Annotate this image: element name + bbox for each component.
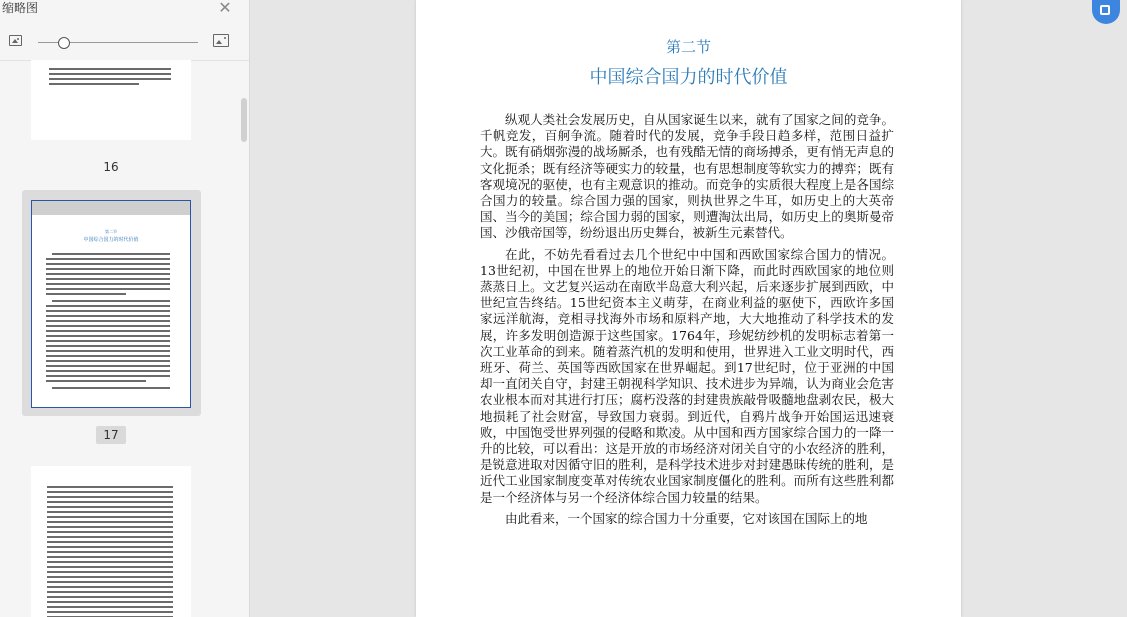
- page-number-17: 17: [96, 426, 126, 444]
- page-number-16: 16: [103, 160, 119, 174]
- section-title: 中国综合国力的时代价值: [589, 67, 788, 88]
- paragraph: 由此看来，一个国家的综合国力十分重要，它对该国在国际上的地: [505, 510, 868, 526]
- thumb-section-title: 中国综合国力的时代价值: [83, 237, 139, 243]
- paragraph: 在此，不妨先看看过去几个世纪中中国和西欧国家综合国力的情况。13世纪初，中国在世界上的地位开始日渐下降，而此时西欧国家的地位则蒸蒸日上。文艺复兴运动在南欧半岛意大利兴起，后来逐步扩展到西欧，中世纪宣告终结。15世纪资本主义萌芽，在商业利益的驱使下，西欧许多国家远洋航海，竞相寻找海外市场和原料产地，大大地推动了科学技术的发展，许多发明创造源于这些国家。1764年，珍妮纺纱机的发明标志着第一次工业革命的到来。随着蒸汽机的发明和使用，世界进入工业文明时代，西班牙、荷兰、英国等西欧国家在世界崛起。到17世纪时，位于亚洲的中国却一直闭关自守，封建王朝视科学知识、技术进步为异端，认为商业会危害农业根本而对其进行打压；腐朽没落的封建贵族敲骨吸髓地盘剥农民，极大地损耗了社会财富，导致国力衰弱。到近代，自鸦片战争开始国运迅速衰败，中国饱受世界列强的侵略和欺凌。从中国和西方国家综合国力的一降一升的比较，可以看出：这是开放的市场经济对闭关自守的小农经济的胜利，是锐意进取对因循守旧的胜利，是科学技术进步对封建愚昧传统的胜利，是近代工业国家制度变革对传统农业国家制度僵化的胜利。而所有这些胜利都是一个经济体与另一个经济体综合国力较量的结果。: [480, 246, 894, 505]
- sidebar-scrollbar[interactable]: [241, 98, 247, 142]
- sidebar-title: 缩略图: [2, 1, 39, 15]
- thumbnail-image-selected: [31, 200, 191, 408]
- thumbnail-sidebar: [0, 0, 250, 617]
- body-text: [480, 112, 894, 532]
- thumbnail-page-17[interactable]: [22, 190, 201, 416]
- image-small-icon[interactable]: [9, 35, 22, 46]
- thumbnail-page-16[interactable]: [22, 60, 201, 150]
- image-large-icon[interactable]: [213, 34, 229, 47]
- slider-knob[interactable]: [58, 37, 70, 49]
- section-label: 第二节: [665, 38, 711, 56]
- thumbnail-image: [31, 60, 191, 140]
- document-page: [416, 0, 961, 617]
- thumbnail-page-18[interactable]: [22, 458, 201, 617]
- close-icon[interactable]: ✕: [218, 0, 232, 17]
- panel-toggle-icon[interactable]: [1092, 0, 1120, 24]
- thumbnail-image: [31, 466, 191, 617]
- thumbnail-toolbar: [0, 24, 249, 60]
- paragraph: 纵观人类社会发展历史，自从国家诞生以来，就有了国家之间的竞争。千帆竞发，百舸争流。随着时代的发展，竞争手段日趋多样，范围日益扩大。既有硝烟弥漫的战场厮杀，也有残酷无情的商场搏杀，更有悄无声息的文化扼杀；既有经济等硬实力的较量，也有思想制度等软实力的搏弈；既有客观境况的驱使，也有主观意识的推动。而竞争的实质很大程度上是各国综合国力的较量。综合国力强的国家，则执世界之牛耳，如历史上的大英帝国、当今的美国；综合国力弱的国家，则遭淘汰出局，如历史上的奥斯曼帝国、沙俄帝国等，纷纷退出历史舞台，被新生元素替代。: [480, 112, 894, 241]
- thumb-section-label: 第二节: [105, 229, 117, 234]
